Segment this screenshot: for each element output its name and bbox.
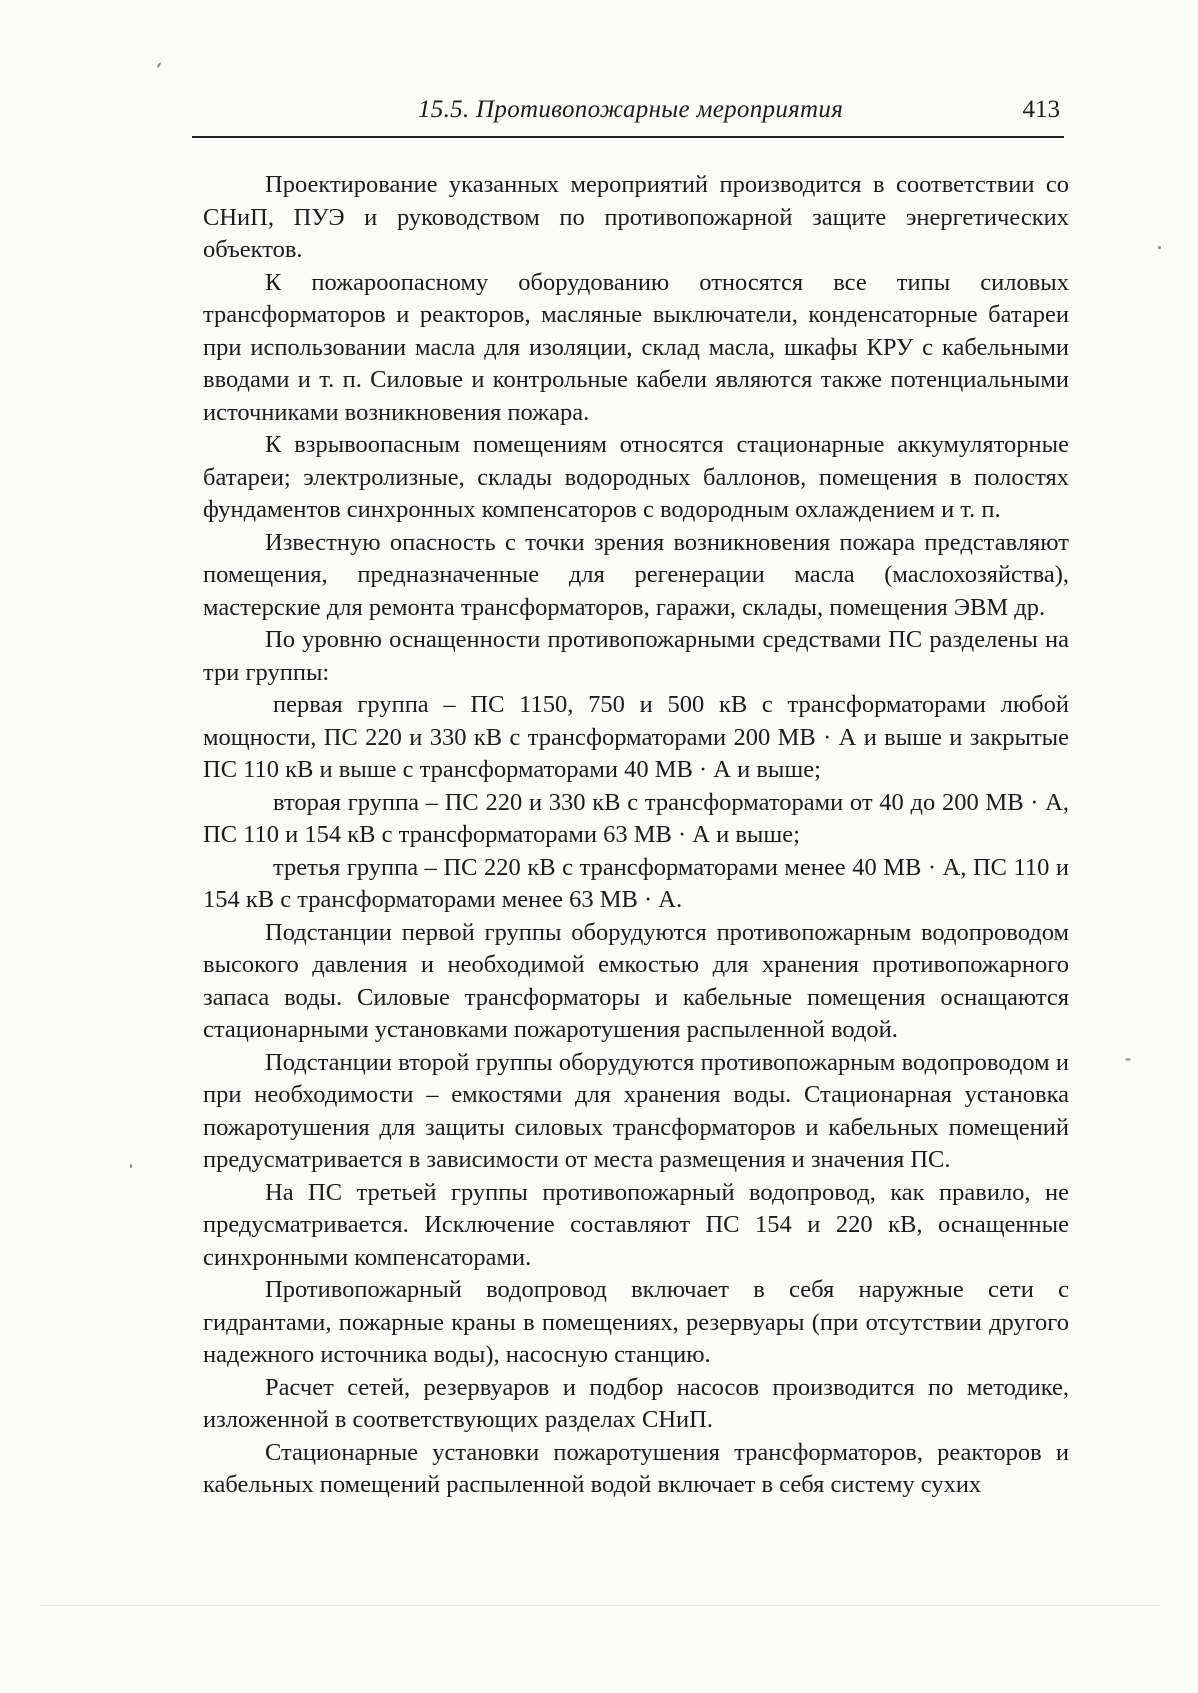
body-text [203, 169, 1069, 1502]
paragraph: К взрывоопасным помещениям относятся стационарные аккумуляторные батареи; электролизные, склады водородных баллонов, помещения в полостях фундаментов синхронных компенсаторов с водородным охлаждением и т. п. [203, 431, 1069, 523]
running-title: 15.5. Противопожарные мероприятия [418, 96, 844, 123]
paragraph: Подстанции первой группы оборудуются противопожарным водопроводом высокого давления и необходимой емкостью для хранения противопожарного запаса воды. Силовые трансформаторы и кабельные помещения оснащаются стационарными установками пожаротушения распыленной водой. [203, 918, 1069, 1043]
list-item: вторая группа – ПС 220 и 330 кВ с трансформаторами от 40 до 200 МВ · А, ПС 110 и 154 кВ с трансформаторами 63 МВ · А и выше; [203, 788, 1069, 848]
paragraph: Известную опасность с точки зрения возникновения пожара представляют помещения, предназначенные для регенерации масла (маслохозяйства), мастерские для ремонта трансформаторов, гаражи, склады, помещения ЭВМ др. [203, 528, 1069, 621]
paragraph: По уровню оснащенности противопожарными средствами ПС разделены на три группы: [203, 626, 1069, 686]
paragraph: Подстанции второй группы оборудуются противопожарным водопроводом и при необходимости – емкостями для хранения воды. Стационарная установка пожаротушения для защиты силовых трансформаторов и кабельных помещений предусматривается в зависимости от места размещения и значения ПС. [203, 1048, 1069, 1173]
paragraph: Противопожарный водопровод включает в себя наружные сети с гидрантами, пожарные краны в помещениях, резервуары (при отсутствии другого надежного источника воды), насосную станцию. [203, 1276, 1069, 1368]
paragraph: На ПС третьей группы противопожарный водопровод, как правило, не предусматривается. Исключение составляют ПС 154 и 220 кВ, оснащенные синхронными компенсаторами. [203, 1178, 1069, 1271]
scan-speck [130, 1164, 132, 1168]
paragraph: Стационарные установки пожаротушения трансформаторов, реакторов и кабельных помещений распыленной водой включает в себя систему сухих [203, 1438, 1069, 1498]
scan-speck [1158, 246, 1161, 249]
page-header [192, 96, 1064, 138]
scan-edge-line [40, 1605, 1160, 1606]
scan-speck [1125, 1058, 1131, 1061]
paragraph: Расчет сетей, резервуаров и подбор насосов производится по методике, изложенной в соответствующих разделах СНиП. [203, 1373, 1069, 1433]
paragraph: Проектирование указанных мероприятий производится в соответствии со СНиП, ПУЭ и руководством по противопожарной защите энергетических объектов. [203, 171, 1069, 263]
paragraph: К пожароопасному оборудованию относятся все типы силовых трансформаторов и реакторов, масляные выключатели, конденсаторные батареи при использовании масла для изоляции, склад масла, шкафы КРУ с кабельными вводами и т. п. Силовые и контрольные кабели являются также потенциальными источниками возникновения пожара. [203, 268, 1069, 426]
list-item: третья группа – ПС 220 кВ с трансформаторами менее 40 МВ · А, ПС 110 и 154 кВ с трансформаторами менее 63 МВ · А. [203, 853, 1069, 913]
list-item: первая группа – ПС 1150, 750 и 500 кВ с трансформаторами любой мощности, ПС 220 и 330 кВ с трансформаторами 200 МВ · А и выше и закрытые ПС 110 кВ и выше с трансформаторами 40 МВ · А и выше; [203, 691, 1069, 783]
page-number: 413 [1022, 96, 1060, 123]
scan-speck [156, 62, 161, 68]
